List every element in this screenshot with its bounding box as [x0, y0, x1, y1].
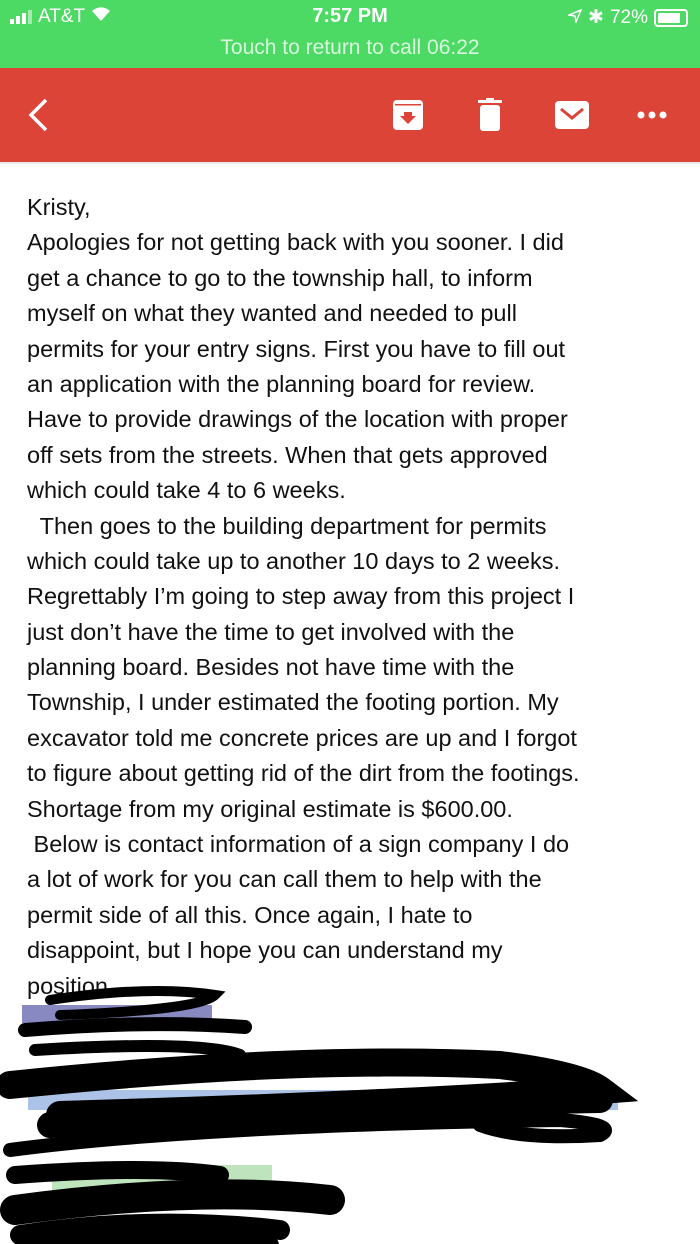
trash-icon[interactable]: [470, 68, 510, 162]
email-body-line: permit side of all this. Once again, I hate to: [27, 901, 473, 928]
email-body-line: Apologies for not getting back with you sooner. I did: [27, 229, 564, 256]
email-body-line: a lot of work for you can call them to help with the: [27, 866, 542, 893]
email-body-line: Then goes to the building department for permits: [27, 512, 547, 539]
email-body-line: position.: [27, 972, 115, 999]
email-body-line: get a chance to go to the township hall, to inform: [27, 264, 533, 291]
email-body-line: Kristy,: [27, 194, 91, 220]
email-body: [27, 190, 687, 1004]
email-body-line: which could take 4 to 6 weeks.: [27, 477, 346, 504]
email-toolbar: [0, 68, 700, 164]
mail-icon[interactable]: [550, 68, 594, 162]
location-icon: [568, 7, 582, 29]
email-body-line: disappoint, but I hope you can understand my: [27, 937, 503, 964]
email-body-line: Have to provide drawings of the location with proper: [27, 406, 568, 433]
status-right: [568, 6, 688, 29]
archive-icon[interactable]: [388, 68, 428, 162]
email-body-line: planning board. Besides not have time with the: [27, 654, 515, 681]
back-icon[interactable]: [18, 68, 58, 162]
email-body-line: Township, I under estimated the footing portion. My: [27, 689, 559, 716]
email-body-line: off sets from the streets. When that gets approved: [27, 441, 548, 468]
status-bar: [0, 0, 700, 68]
return-to-call-banner[interactable]: Touch to return to call 06:22: [220, 36, 480, 59]
email-body-line: to figure about getting rid of the dirt from the footings.: [27, 760, 580, 787]
email-body-line: which could take up to another 10 days to 2 weeks.: [27, 547, 560, 574]
email-body-line: myself on what they wanted and needed to pull: [27, 300, 517, 327]
clock: 7:57 PM: [312, 5, 388, 27]
email-body-line: permits for your entry signs. First you have to fill out: [27, 335, 566, 362]
more-icon[interactable]: [630, 68, 674, 162]
bluetooth-icon: ✱: [588, 7, 604, 28]
email-body-line: Regrettably I’m going to step away from this project I: [27, 583, 575, 610]
email-body-line: excavator told me concrete prices are up and I forgot: [27, 724, 577, 751]
email-body-line: Below is contact information of a sign company I do: [27, 831, 570, 858]
battery-icon: [654, 9, 688, 27]
redaction-scribble: [0, 975, 700, 1244]
email-body-line: an application with the planning board for review.: [27, 370, 536, 397]
carrier: AT&T: [38, 6, 86, 27]
email-body-line: just don’t have the time to get involved with the: [27, 618, 515, 645]
email-body-line: Shortage from my original estimate is $600.00.: [27, 795, 513, 822]
battery-percent: 72%: [609, 6, 648, 28]
